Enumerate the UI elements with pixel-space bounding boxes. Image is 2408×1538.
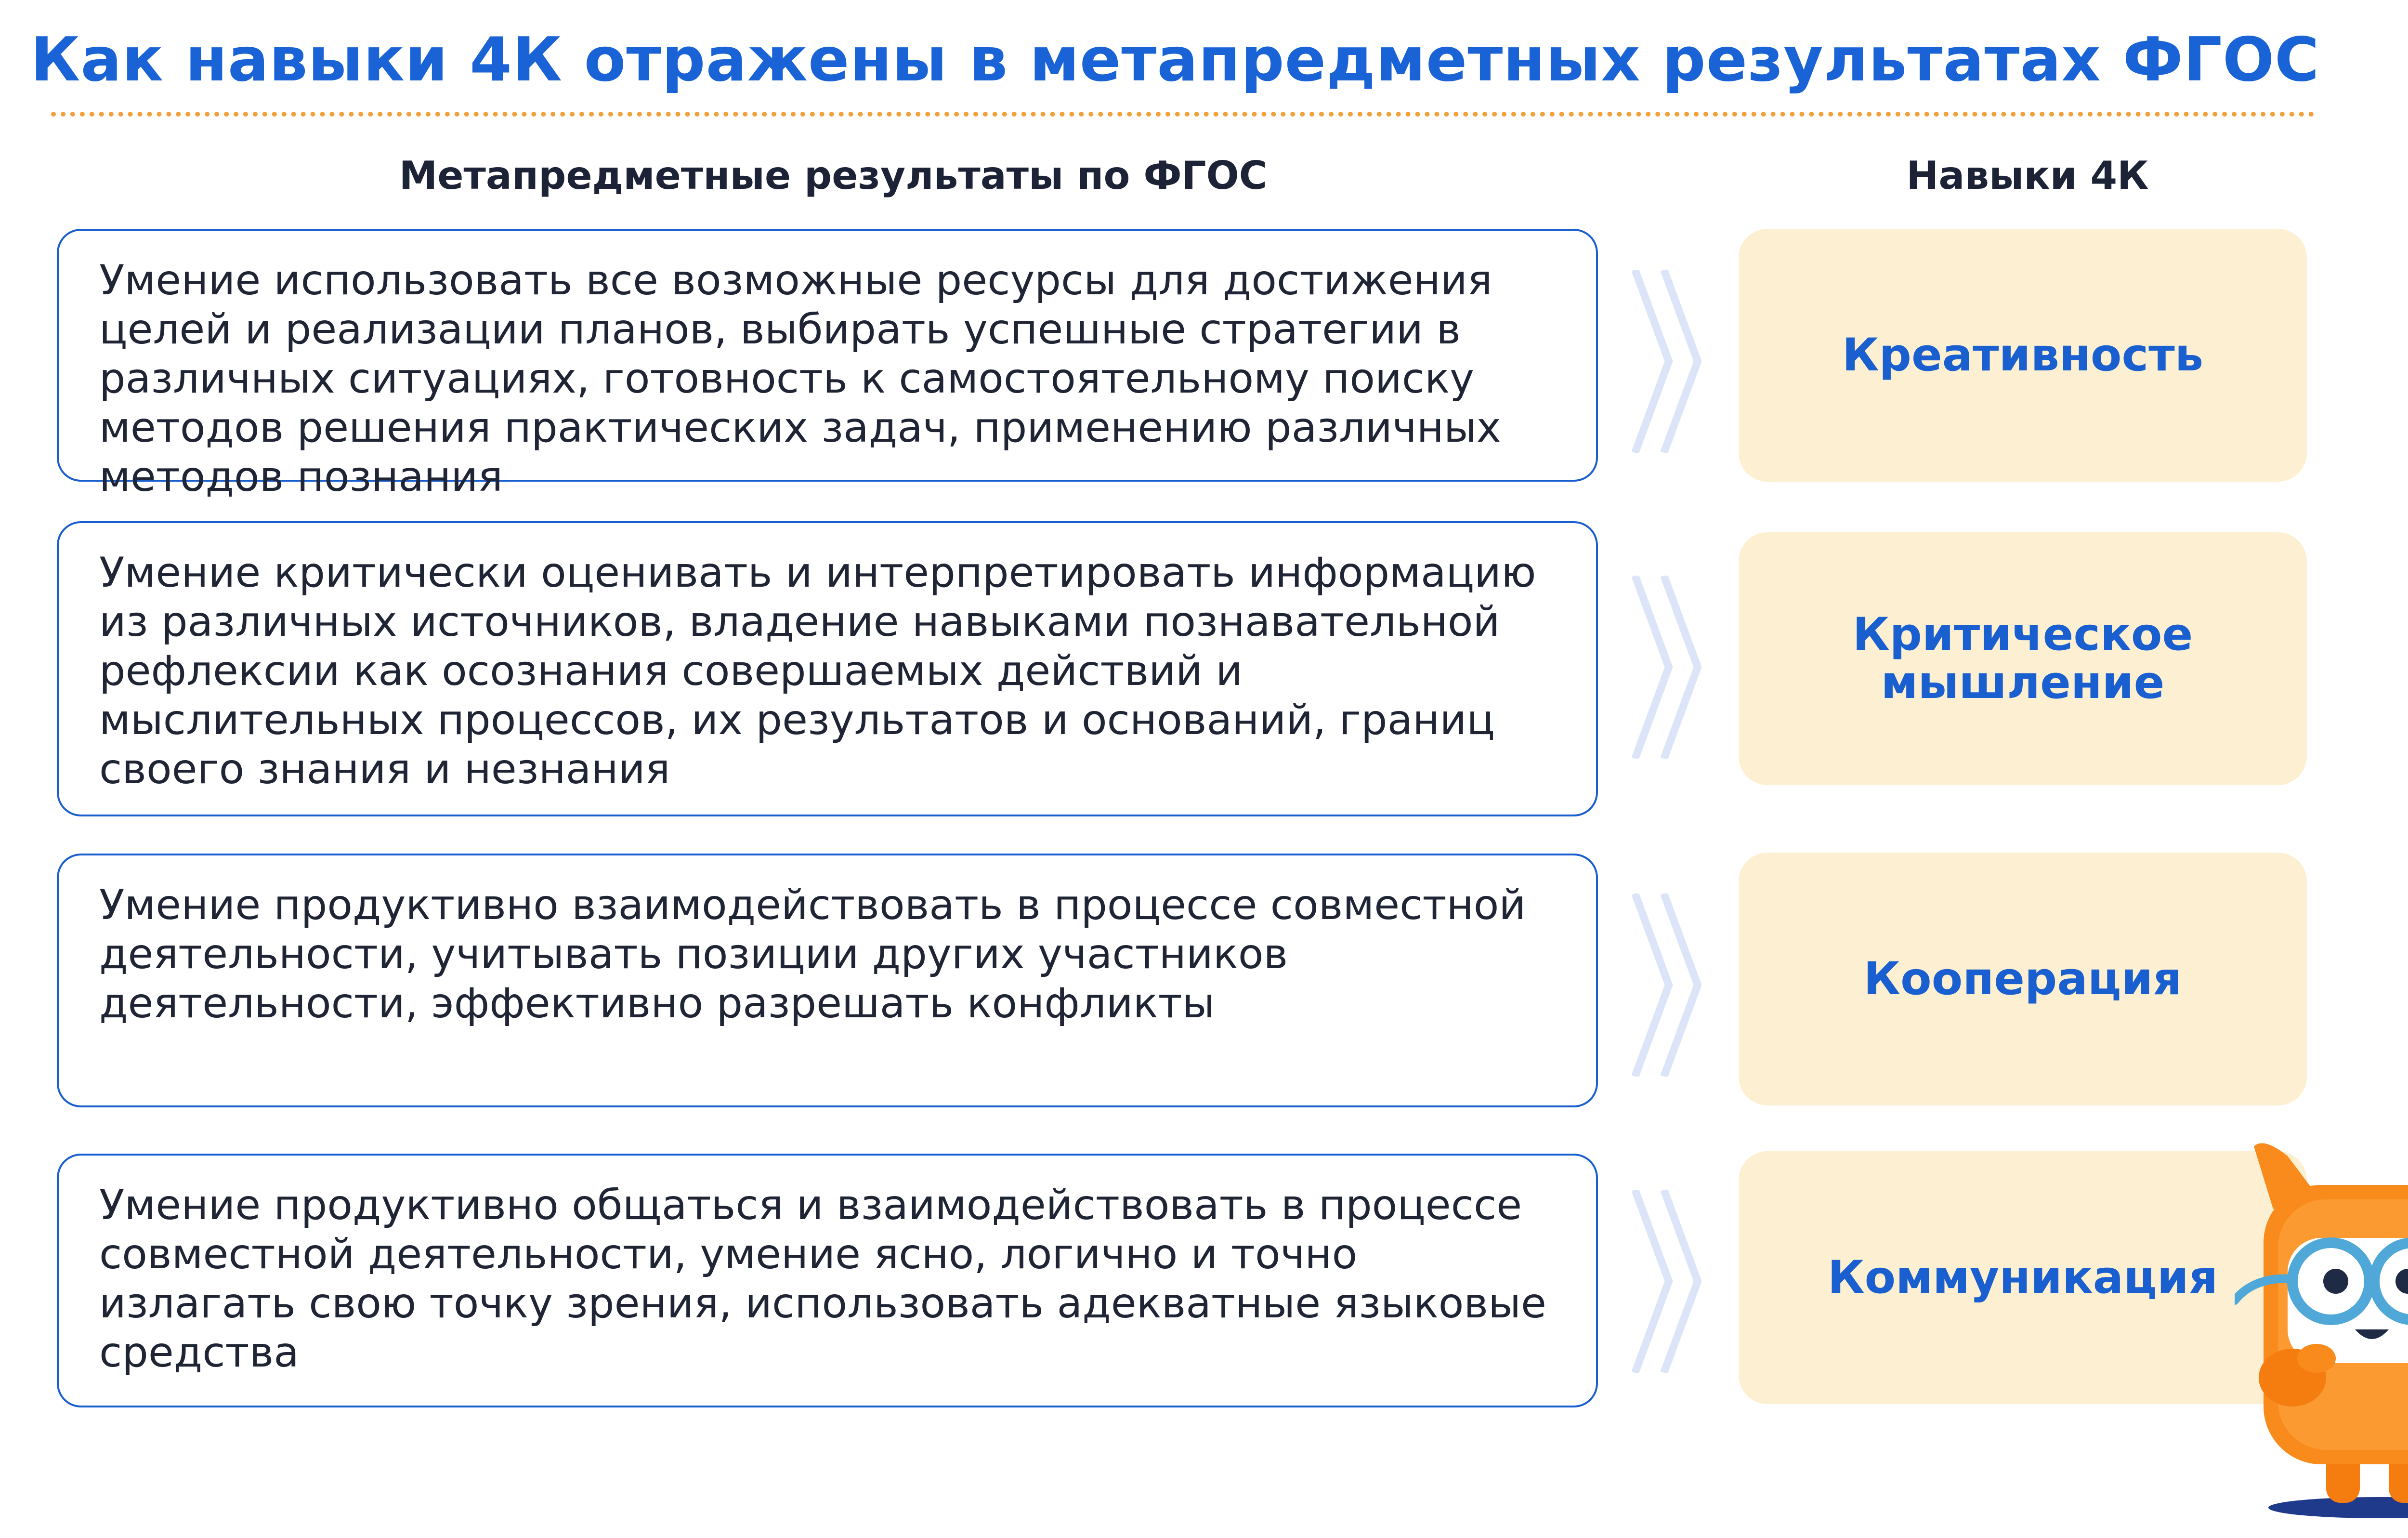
mascot-illustration: [2235, 1137, 2408, 1522]
result-card: [57, 229, 1598, 501]
page-title: Как навыки 4К отражены в метапредметных результатах ФГОС: [30, 24, 2320, 95]
skill-card: [1739, 853, 2307, 1105]
result-text: Умение критически оценивать и интерпретировать информацию из различных источников, владение навыками познавательной рефлексии как осознания совершаемых действий и мыслительных процессов, их результатов и оснований, границ своего знания и незнания: [99, 549, 1536, 793]
skill-card: [1739, 229, 2307, 482]
title-divider: [51, 112, 2315, 117]
result-card: [57, 854, 1598, 1107]
double-chevron-right-icon: [1630, 576, 1707, 759]
double-chevron-right-icon: [1630, 894, 1707, 1077]
result-text: Умение продуктивно общаться и взаимодействовать в процессе совместной деятельности, умение ясно, логично и точно излагать свою точку зрения, использовать адекватные языковые средства: [99, 1181, 1546, 1377]
skill-label: Коммуникация: [1827, 1251, 2218, 1304]
column-header-skills: Навыки 4К: [1906, 153, 2149, 198]
skill-label: Кооперация: [1863, 952, 2182, 1005]
column-header-results: Метапредметные результаты по ФГОС: [399, 153, 1268, 198]
result-text: Умение продуктивно взаимодействовать в процессе совместной деятельности, учитывать позиции других участников деятельности, эффективно разрешать конфликты: [99, 881, 1526, 1027]
skill-label: Критическое мышление: [1852, 608, 2193, 709]
double-chevron-right-icon: [1630, 270, 1707, 453]
result-text: Умение использовать все возможные ресурсы для достижения целей и реализации планов, выбирать успешные стратегии в различных ситуациях, готовность к самостоятельному поиску методов решения практических задач, применению различных методов познания: [99, 256, 1501, 501]
result-card: [57, 521, 1598, 816]
double-chevron-right-icon: [1630, 1190, 1707, 1373]
skill-label: Креативность: [1842, 329, 2204, 381]
result-card: [57, 1154, 1598, 1407]
skill-card: [1739, 1151, 2307, 1404]
skill-card: [1739, 532, 2307, 785]
